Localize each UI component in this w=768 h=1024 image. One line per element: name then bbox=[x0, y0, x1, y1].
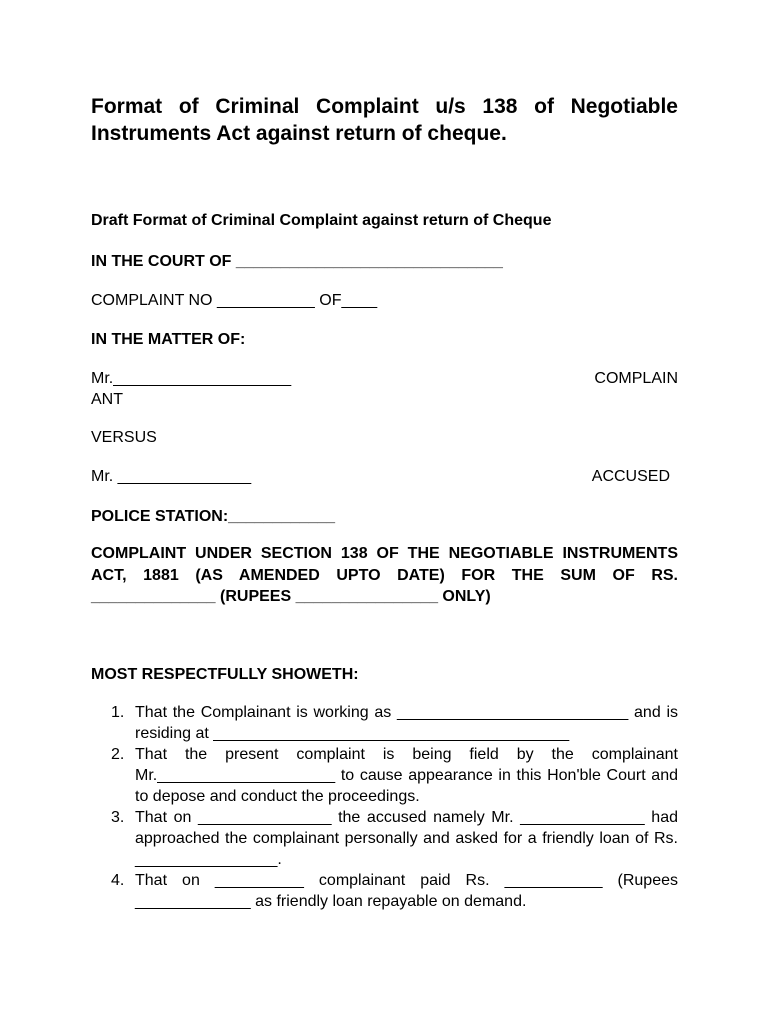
list-item bbox=[91, 744, 678, 807]
accused-row bbox=[91, 466, 670, 487]
complaint-number-line: COMPLAINT NO ___________ OF____ bbox=[91, 292, 378, 309]
complainant-block bbox=[91, 368, 678, 410]
list-item-text: That on _______________ the accused namely Mr. ______________ had approached the complainant personally and asked for a friendly loan of Rs. ________________. bbox=[135, 809, 678, 868]
matter-heading: IN THE MATTER OF: bbox=[91, 331, 246, 348]
list-item-text: That on __________ complainant paid Rs. ___________ (Rupees _____________ as friendly loan repayable on demand. bbox=[135, 872, 678, 910]
draft-format-subtitle: Draft Format of Criminal Complaint against return of Cheque bbox=[91, 212, 552, 229]
list-item-number: 2. bbox=[111, 746, 125, 763]
list-item-number: 1. bbox=[111, 704, 125, 721]
versus-label: VERSUS bbox=[91, 429, 157, 446]
list-item-text: That the present complaint is being field by the complainant Mr.____________________ to cause appearance in this Hon'ble Court and to depose and conduct the proceedings. bbox=[135, 746, 678, 805]
complainant-name-blank: Mr.____________________ bbox=[91, 370, 292, 387]
list-item bbox=[91, 870, 678, 912]
accused-name-blank: Mr. _______________ bbox=[91, 468, 252, 485]
document-title: Format of Criminal Complaint u/s 138 of Negotiable Instruments Act against return of cheque. bbox=[91, 95, 678, 145]
list-item bbox=[91, 702, 678, 744]
court-line: IN THE COURT OF ______________________________ bbox=[91, 253, 503, 270]
numbered-points-list bbox=[91, 702, 678, 912]
complaint-heading: COMPLAINT UNDER SECTION 138 OF THE NEGOTIABLE INSTRUMENTS ACT, 1881 (AS AMENDED UPTO DATE) FOR THE SUM OF RS. ______________ (RUPEES ________________ ONLY) bbox=[91, 545, 678, 605]
complainant-role-label-wrap: ANT bbox=[91, 391, 123, 408]
list-item bbox=[91, 807, 678, 870]
police-station-line: POLICE STATION:____________ bbox=[91, 508, 335, 525]
showeth-heading: MOST RESPECTFULLY SHOWETH: bbox=[91, 666, 359, 683]
accused-role-label: ACCUSED bbox=[591, 468, 670, 485]
complainant-role-label: COMPLAIN bbox=[594, 370, 678, 387]
list-item-text: That the Complainant is working as __________________________ and is residing at ________________________________________ bbox=[135, 704, 678, 742]
complainant-row bbox=[91, 368, 678, 389]
list-item-number: 4. bbox=[111, 872, 125, 889]
list-item-number: 3. bbox=[111, 809, 125, 826]
